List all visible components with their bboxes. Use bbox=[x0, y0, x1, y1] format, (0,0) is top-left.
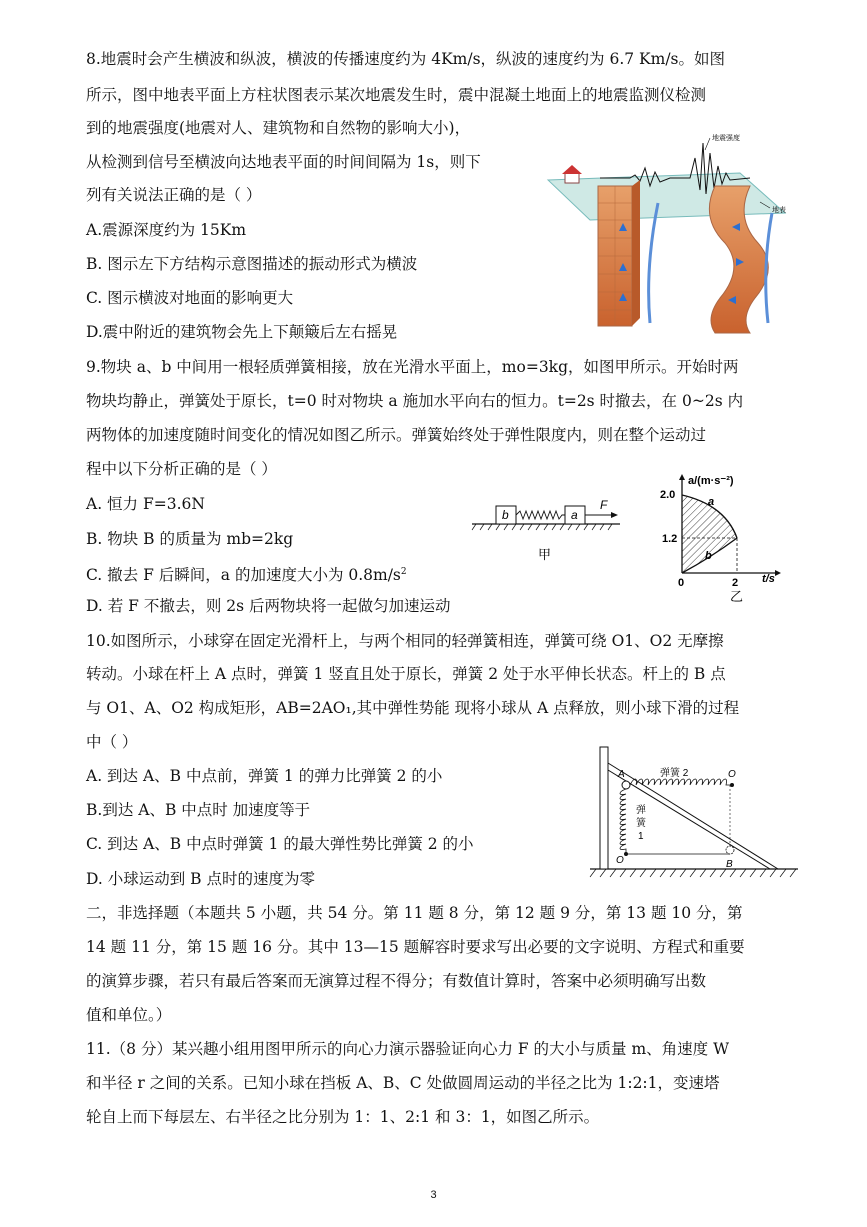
graph-x-label: t/s bbox=[762, 573, 775, 585]
label-o2: O bbox=[728, 769, 736, 780]
surface-label: 地表 bbox=[772, 207, 786, 214]
force-arrow bbox=[611, 512, 618, 518]
blocks-spring-figure bbox=[470, 495, 630, 565]
label-spring-1-a: 弹 bbox=[636, 805, 646, 816]
q10-option-a: A. 到达 A、B 中点前，弹簧 1 的弹力比弹簧 2 的小 bbox=[86, 767, 443, 785]
label-b: B bbox=[726, 859, 733, 870]
curve-a-label: a bbox=[708, 496, 715, 508]
q9-option-d: D. 若 F 不撤去，则 2s 后两物块将一起做匀加速运动 bbox=[86, 597, 451, 615]
graph-y-label: a/(m·s⁻²) bbox=[688, 475, 734, 487]
force-label: F bbox=[600, 498, 608, 512]
figure-jia-caption: 甲 bbox=[538, 547, 552, 562]
q10-option-d: D. 小球运动到 B 点时的速度为零 bbox=[86, 870, 315, 888]
q9-option-c-text: C. 撤去 F 后瞬间，a 的加速度大小为 0.8m/s bbox=[86, 566, 401, 585]
house-icon bbox=[562, 165, 582, 183]
q9-line-4: 程中以下分析正确的是（ ） bbox=[86, 460, 277, 478]
section2-line-4: 值和单位。） bbox=[86, 1006, 172, 1024]
y-tick-2-0: 2.0 bbox=[660, 489, 676, 501]
acceleration-graph bbox=[650, 470, 790, 605]
y-tick-1-2: 1.2 bbox=[662, 533, 678, 545]
label-o1: O bbox=[616, 855, 624, 866]
q8-line-2: 所示，图中地表平面上方柱状图表示某次地震发生时，震中混凝土地面上的地震监测仪检测 bbox=[86, 86, 707, 104]
q9-option-c-exponent: 2 bbox=[400, 567, 407, 577]
q10-line-2: 转动。小球在杆上 A 点时，弹簧 1 竖直且处于原长，弹簧 2 处于水平伸长状态。杆上的 B 点 bbox=[86, 665, 726, 683]
x-tick-2: 2 bbox=[732, 577, 739, 589]
label-spring-1-b: 簧 bbox=[636, 818, 646, 829]
figure-yi-caption: 乙 bbox=[730, 589, 744, 604]
block-b-label: b bbox=[502, 508, 509, 522]
intensity-label: 地震强度 bbox=[712, 135, 740, 142]
earthquake-figure bbox=[540, 128, 790, 350]
q8-option-c: C. 图示横波对地面的影响更大 bbox=[86, 289, 294, 307]
section2-line-3: 的演算步骤，若只有最后答案而无演算过程不得分；有数值计算时，答案中必须明确写出数 bbox=[86, 972, 707, 990]
x-tick-0: 0 bbox=[678, 577, 685, 589]
label-spring-1-c: 1 bbox=[638, 831, 644, 842]
spring-1 bbox=[620, 789, 626, 854]
label-spring-2: 弹簧 2 bbox=[660, 768, 689, 779]
q8-option-a: A.震源深度约为 15Km bbox=[86, 221, 247, 239]
ball-at-a bbox=[622, 781, 630, 789]
q10-option-b: B.到达 A、B 中点时 加速度等于 bbox=[86, 801, 311, 819]
q9-line-2: 物块均静止，弹簧处于原长，t=0 时对物块 a 施加水平向右的恒力。t=2s 时撤去，在 0~2s 内 bbox=[86, 392, 744, 410]
section2-line-2: 14 题 11 分，第 15 题 16 分。其中 13—15 题解容时要求写出必要的文字说明、方程式和重要 bbox=[86, 938, 745, 956]
ball-at-b bbox=[726, 846, 734, 854]
q10-line-1: 10.如图所示，小球穿在固定光滑杆上，与两个相同的轻弹簧相连，弹簧可绕 O1、O2 无摩擦 bbox=[86, 632, 724, 650]
q11-line-3: 轮自上而下每层左、右半径之比分别为 1：1、2:1 和 3：1，如图乙所示。 bbox=[86, 1108, 600, 1126]
q10-option-c: C. 到达 A、B 中点时弹簧 1 的最大弹性势比弹簧 2 的小 bbox=[86, 835, 474, 853]
q11-line-2: 和半径 r 之间的关系。已知小球在挡板 A、B、C 处做圆周运动的半径之比为 1:2:1，变速塔 bbox=[86, 1074, 720, 1092]
q11-line-1: 11.（8 分）某兴趣小组用图甲所示的向心力演示器验证向心力 F 的大小与质量 m、角速度 W bbox=[86, 1040, 730, 1058]
section2-line-1: 二，非选择题（本题共 5 小题，共 54 分。第 11 题 8 分，第 12 题 9 分，第 13 题 10 分，第 bbox=[86, 904, 743, 922]
q8-line-5: 列有关说法正确的是（ ） bbox=[86, 186, 262, 204]
pivot-o1 bbox=[624, 852, 628, 856]
q9-line-1: 9.物块 a、b 中间用一根轻质弹簧相接，放在光滑水平面上，mo=3kg，如图甲所示。开始时两 bbox=[86, 358, 739, 376]
spring bbox=[516, 511, 565, 519]
q8-line-3: 到的地震强度(地震对人、建筑物和自然物的影响大小)， bbox=[86, 119, 471, 137]
q10-line-4: 中（ ） bbox=[86, 733, 138, 751]
q8-option-b: B. 图示左下方结构示意图描述的振动形式为横波 bbox=[86, 255, 418, 273]
rod-springs-figure bbox=[588, 743, 803, 883]
q10-line-3: 与 O1、A、O2 构成矩形，AB=2AO₁,其中弹性势能 现将小球从 A 点释放，则小球下滑的过程 bbox=[86, 699, 740, 717]
spring-2 bbox=[630, 779, 730, 785]
q9-option-a: A. 恒力 F=3.6N bbox=[86, 495, 205, 513]
q8-line-4: 从检测到信号至横波向达地表平面的时间间隔为 1s，则下 bbox=[86, 153, 481, 171]
curve-b-label: b bbox=[705, 550, 712, 562]
q8-option-d: D.震中附近的建筑物会先上下颠簸后左右摇晃 bbox=[86, 323, 398, 341]
pivot-o2 bbox=[730, 783, 734, 787]
inclined-rod bbox=[608, 763, 778, 869]
q8-line-1: 8.地震时会产生横波和纵波，横波的传播速度约为 4Km/s，纵波的速度约为 6.7 Km/s。如图 bbox=[86, 50, 725, 68]
q9-line-3: 两物体的加速度随时间变化的情况如图乙所示。弹簧始终处于弹性限度内，则在整个运动过 bbox=[86, 426, 707, 444]
label-a: A bbox=[618, 769, 625, 780]
page-number: 3 bbox=[430, 1189, 437, 1201]
block-a-label: a bbox=[571, 508, 578, 522]
q9-option-c bbox=[86, 562, 407, 585]
q9-option-b: B. 物块 B 的质量为 mb=2kg bbox=[86, 530, 294, 548]
